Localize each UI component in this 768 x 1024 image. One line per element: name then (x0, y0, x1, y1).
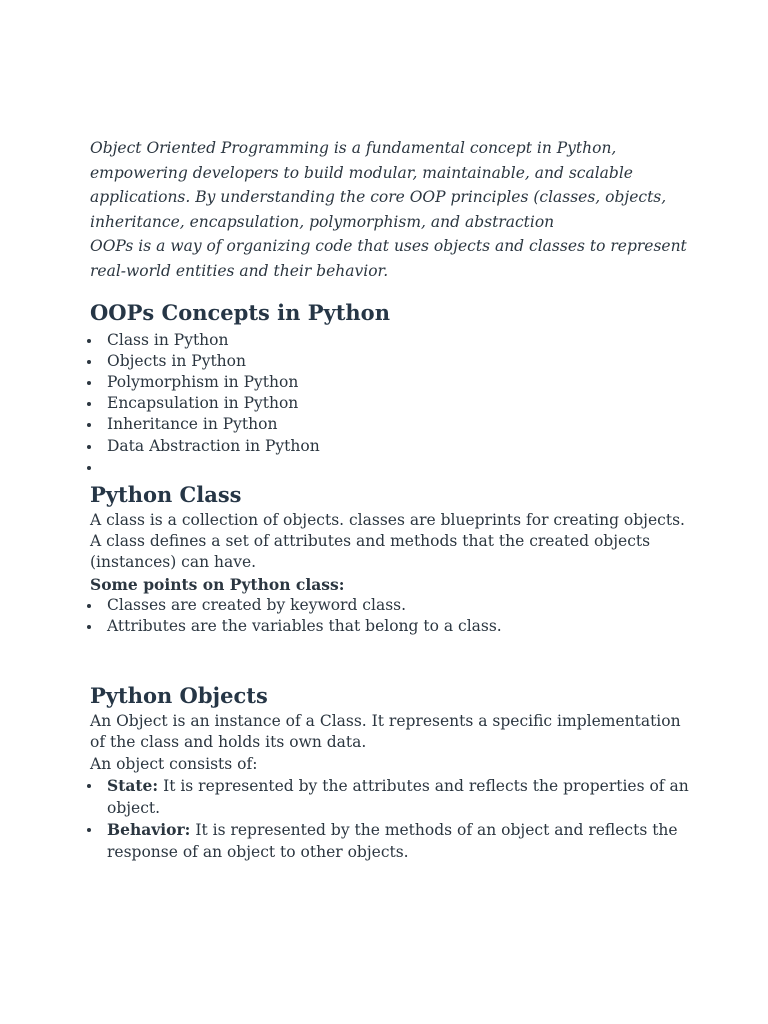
concepts-heading: OOPs Concepts in Python (90, 299, 390, 325)
state-term: State: (107, 775, 159, 795)
list-item: Objects in Python (90, 351, 690, 372)
behavior-term: Behavior: (107, 820, 191, 840)
python-objects-list (90, 775, 690, 864)
empty-list-item (90, 457, 690, 478)
document-page (90, 136, 690, 864)
intro-paragraph: Object Oriented Programming is a fundamental concept in Python, empowering developers to build modular, maintainable, and scalable applications. By understanding the core OOP principles (classes, objects, inheritance, encapsulation, polymorphism, and abstraction (90, 139, 667, 231)
python-class-paragraph: A class is a collection of objects. classes are blueprints for creating objects. A class defines a set of attributes and methods that the created objects (instances) can have. (90, 510, 685, 572)
python-class-points (90, 595, 690, 637)
list-item (90, 819, 690, 864)
list-item: Inheritance in Python (90, 414, 690, 435)
list-item: Polymorphism in Python (90, 372, 690, 393)
list-item: Attributes are the variables that belong to a class. (90, 616, 690, 637)
python-objects-heading: Python Objects (90, 683, 268, 709)
concepts-list (90, 330, 690, 478)
state-text: It is represented by the attributes and reflects the properties of an object. (107, 776, 689, 817)
python-objects-consists: An object consists of: (90, 754, 258, 773)
behavior-text: It is represented by the methods of an object and reflects the response of an object to other objects. (107, 821, 678, 862)
intro-definition: OOPs is a way of organizing code that uses objects and classes to represent real-world entities and their behavior. (90, 237, 687, 280)
intro-section (90, 136, 690, 284)
list-item: Encapsulation in Python (90, 393, 690, 414)
python-class-points-heading: Some points on Python class: (90, 574, 345, 594)
python-class-heading: Python Class (90, 481, 242, 507)
list-item: Class in Python (90, 330, 690, 351)
list-item: Classes are created by keyword class. (90, 595, 690, 616)
list-item (90, 775, 690, 820)
list-item: Data Abstraction in Python (90, 436, 690, 457)
python-objects-paragraph: An Object is an instance of a Class. It represents a specific implementation of the class and holds its own data. (90, 712, 681, 752)
